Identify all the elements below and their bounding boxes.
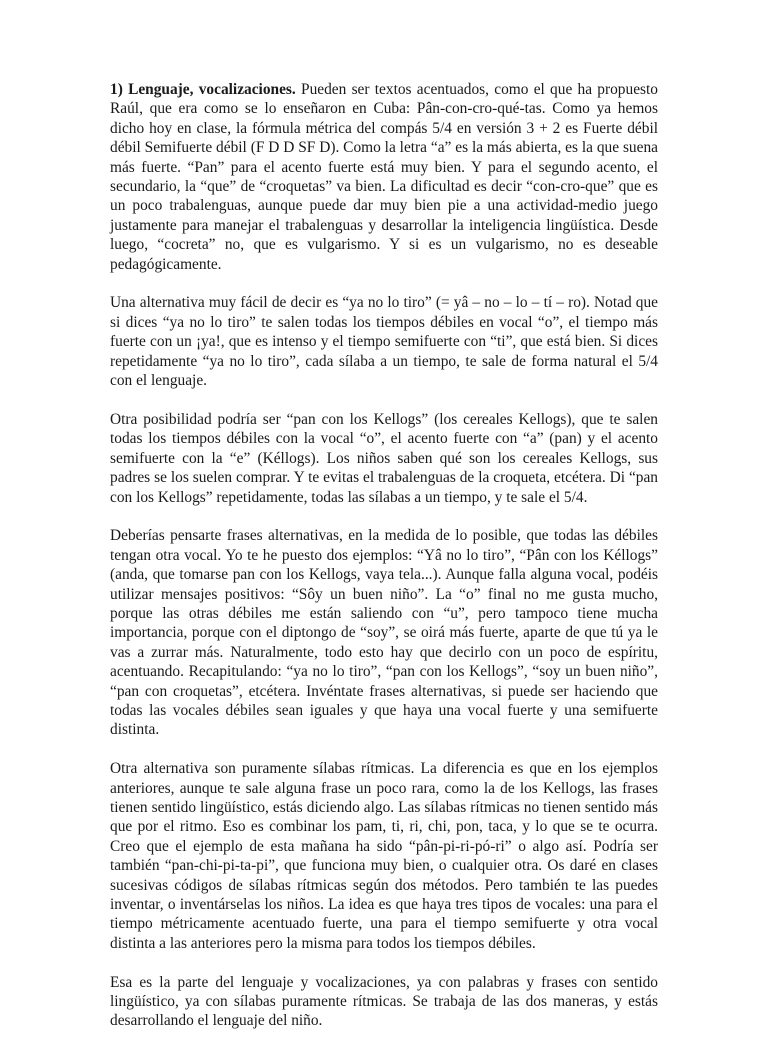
section-heading: 1) Lenguaje, vocalizaciones. xyxy=(110,81,296,98)
paragraph-5: Otra alternativa son puramente sílabas rítmicas. La diferencia es que en los ejemplos anteriores, aunque te sale alguna frase un poco rara, como la de los Kellogs, las frases tienen sentido lingüístico, estás diciendo algo. Las sílabas rítmicas no tienen sentido más que por el ritmo. Eso es combinar los pam, ti, ri, chi, pon, taca, y lo que se te ocurra. Creo que el ejemplo de esta mañana ha sido “pân-pi-ri-pó-ri” o algo así. Podría ser también “pan-chi-pi-ta-pi”, que funciona muy bien, o cualquier otra. Os daré en clases sucesivas códigos de sílabas rítmicas según dos métodos. Pero también te las puedes inventar, o inventárselas los niños. La idea es que haya tres tipos de vocales: una para el tiempo métricamente acentuado fuerte, una para el tiempo semifuerte y otra vocal distinta a las anteriores pero la misma para todos los tiempos débiles. xyxy=(110,760,658,952)
paragraph-3: Otra posibilidad podría ser “pan con los Kellogs” (los cereales Kellogs), que te salen todas los tiempos débiles con la vocal “o”, el acento fuerte con “a” (pan) y el acento semifuerte con la “e” (Kéllogs). Los niños saben qué son los cereales Kellogs, sus padres se los suelen comprar. Y te evitas el trabalenguas de la croqueta, etcétera. Di “pan con los Kellogs” repetidamente, todas las sílabas a un tiempo, y te sale el 5/4. xyxy=(110,410,658,506)
document-page xyxy=(110,80,658,1050)
paragraph-1 xyxy=(110,80,658,274)
paragraph-6: Esa es la parte del lenguaje y vocalizaciones, ya con palabras y frases con sentido lingüístico, ya con sílabas puramente rítmicas. Se trabaja de las dos maneras, y estás desarrollando el lenguaje del niño. xyxy=(110,973,658,1030)
paragraph-4: Deberías pensarte frases alternativas, en la medida de lo posible, que todas las débiles tengan otra vocal. Yo te he puesto dos ejemplos: “Yâ no lo tiro”, “Pân con los Kéllogs” (anda, que tomarse pan con los Kellogs, vaya tela...). Aunque falla alguna vocal, podéis utilizar mensajes positivos: “Sôy un buen niño”. La “o” final no me gusta mucho, porque las otras débiles me están saliendo con “u”, pero tampoco tiene mucha importancia, porque con el diptongo de “soy”, se oirá más fuerte, aparte de que tú ya le vas a zurrar más. Naturalmente, todo esto hay que decirlo con un poco de espíritu, acentuando. Recapitulando: “ya no lo tiro”, “pan con los Kellogs”, “soy un buen niño”, “pan con croquetas”, etcétera. Invéntate frases alternativas, si puede ser haciendo que todas las vocales débiles sean iguales y que haya una vocal fuerte y una semifuerte distinta. xyxy=(110,527,658,739)
paragraph-2: Una alternativa muy fácil de decir es “ya no lo tiro” (= yâ – no – lo – tí – ro). Notad que si dices “ya no lo tiro” te salen todas los tiempos débiles en vocal “o”, el tiempo más fuerte con un ¡ya!, que es intenso y el tiempo semifuerte con “ti”, que está bien. Si dices repetidamente “ya no lo tiro”, cada sílaba a un tiempo, te sale de forma natural el 5/4 con el lenguaje. xyxy=(110,294,658,390)
paragraph-1-text: Pueden ser textos acentuados, como el que ha propuesto Raúl, que era como se lo enseñaron en Cuba: Pân-con-cro-qué-tas. Como ya hemos dicho hoy en clase, la fórmula métrica del compás 5/4 en versión 3 + 2 es Fuerte débil débil Semifuerte débil (F D D SF D). Como la letra “a” es la más abierta, es la que suena más fuerte. “Pan” para el acento fuerte está muy bien. Y para el segundo acento, el secundario, la “que” de “croquetas” va bien. La dificultad es decir “con-cro-que” que es un poco trabalenguas, aunque puede dar muy bien pie a una actividad-medio juego justamente para manejar el trabalenguas y desarrollar la inteligencia lingüística. Desde luego, “cocreta” no, que es vulgarismo. Y si es un vulgarismo, no es deseable pedagógicamente. xyxy=(110,81,658,273)
